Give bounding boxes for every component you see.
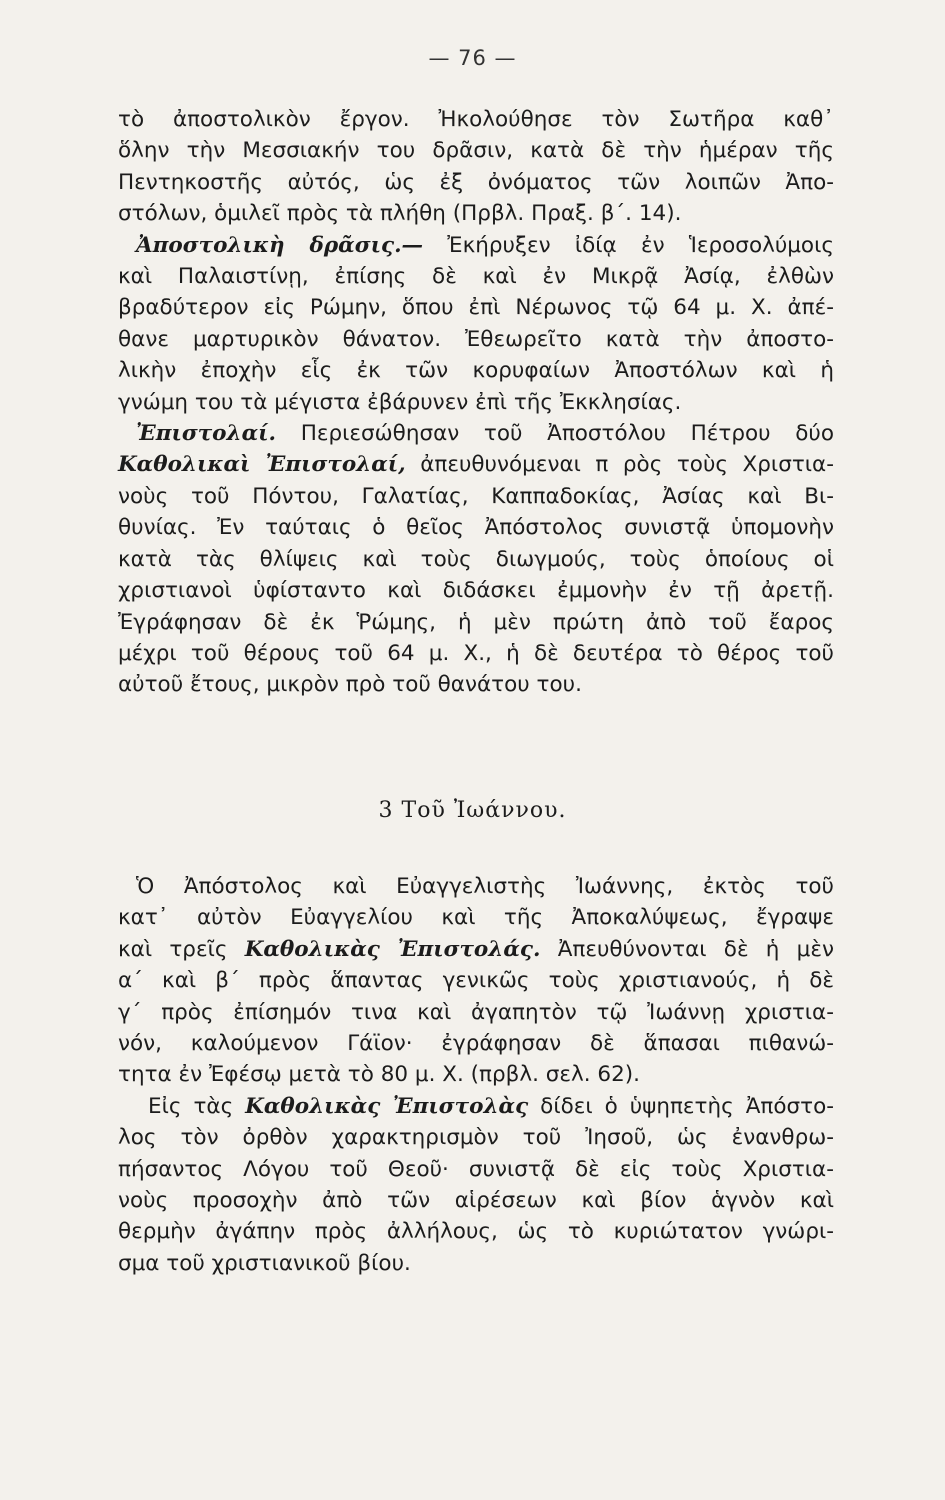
text-run: ἀπευθυνόμεναι π ρὸς τοὺς Χριστια- — [405, 452, 834, 478]
text-line: στόλων, ὁμιλεῖ πρὸς τὰ πλήθη (Πρβλ. Πραξ. β΄. 14). — [118, 201, 682, 227]
text-line: Πεντηκοστῆς αὐτός, ὡς ἐξ ὀνόματος τῶν λοιπῶν Ἀπο- — [118, 169, 834, 195]
text-line — [118, 1091, 834, 1122]
text-line: αὐτοῦ ἔτους, μικρὸν πρὸ τοῦ θανάτου του. — [118, 672, 582, 698]
subsection-heading-epistles: Ἐπιστολαί. — [136, 421, 277, 447]
text-line: α΄ καὶ β΄ πρὸς ἅπαντας γενικῶς τοὺς χριστιανούς, ἡ δὲ — [118, 968, 834, 994]
text-run: δίδει ὁ ὑψηπετὴς Ἀπόστο- — [528, 1093, 835, 1119]
text-line: κατὰ τὰς θλίψεις καὶ τοὺς διωγμούς, τοὺς ὁποίους οἱ — [118, 546, 834, 572]
text-line: γνώμη του τὰ μέγιστα ἐβάρυνεν ἐπὶ τῆς Ἐκκλησίας. — [118, 389, 682, 415]
text-line: καὶ Παλαιστίνῃ, ἐπίσης δὲ καὶ ἐν Μικρᾷ Ἀσίᾳ, ἐλθὼν — [118, 264, 834, 290]
bold-term: Καθολικὰς Ἐπιστολάς. — [244, 936, 541, 962]
text-run: Ἀπευθύνονται δὲ ἡ μὲν — [540, 936, 834, 962]
subsection-apostolic-activity-line — [118, 230, 834, 261]
subsection-epistles-line — [118, 418, 834, 449]
text-line: νοὺς τοῦ Πόντου, Γαλατίας, Καππαδοκίας, Ἀσίας καὶ Βι- — [118, 483, 834, 509]
text-line: τητα ἐν Ἐφέσῳ μετὰ τὸ 80 μ. Χ. (πρβλ. σελ. 62). — [118, 1062, 640, 1088]
text-line — [118, 934, 834, 965]
bold-term: Καθολικὰς Ἐπιστολὰς — [245, 1093, 529, 1119]
text-line: θυνίας. Ἐν ταύταις ὁ θεῖος Ἀπόστολος συνιστᾷ ὑπομονὴν — [118, 515, 834, 541]
section-heading-john: 3 Τοῦ Ἰωάννου. — [378, 798, 567, 823]
text-line: ὅλην τὴν Μεσσιακήν του δρᾶσιν, κατὰ δὲ τὴν ἡμέραν τῆς — [118, 138, 834, 164]
text-line: λος τὸν ὀρθὸν χαρακτηρισμὸν τοῦ Ἰησοῦ, ὡς ἐνανθρω- — [118, 1125, 834, 1151]
text-line: Ὁ Ἀπόστολος καὶ Εὐαγγελιστὴς Ἰωάννης, ἐκτὸς τοῦ — [136, 874, 834, 899]
bold-term: Καθολικαὶ Ἐπιστολαί, — [118, 452, 406, 478]
text-run: Περιεσώθησαν τοῦ Ἀποστόλου Πέτρου δύο — [276, 421, 834, 447]
text-line: νόν, καλούμενον Γάϊον· ἐγράφησαν δὲ ἅπασαι πιθανώ- — [118, 1031, 834, 1057]
subsection-heading-apostolic-activity: Ἀποστολικὴ δρᾶσις.— — [136, 232, 424, 258]
text-line: σμα τοῦ χριστιανικοῦ βίου. — [118, 1250, 411, 1276]
text-line: γ΄ πρὸς ἐπίσημόν τινα καὶ ἀγαπητὸν τῷ Ἰωάννῃ χριστια- — [118, 999, 834, 1025]
text-line: λικὴν ἐποχὴν εἷς ἐκ τῶν κορυφαίων Ἀποστόλων καὶ ἡ — [118, 358, 834, 384]
text-line: κατ᾽ αὐτὸν Εὐαγγελίου καὶ τῆς Ἀποκαλύψεως, ἔγραψε — [118, 905, 834, 931]
text-line — [118, 449, 834, 480]
text-line: Ἐγράφησαν δὲ ἐκ Ῥώμης, ἡ μὲν πρώτη ἀπὸ τοῦ ἔαρος — [118, 609, 834, 635]
text-body-upper — [118, 104, 834, 701]
page-number: — 76 — — [428, 46, 517, 70]
text-line: μέχρι τοῦ θέρους τοῦ 64 μ. Χ., ἡ δὲ δευτέρα τὸ θέρος τοῦ — [118, 640, 834, 666]
text-line: πήσαντος Λόγου τοῦ Θεοῦ· συνιστᾷ δὲ εἰς τοὺς Χριστια- — [118, 1156, 834, 1182]
text-run: Εἰς τὰς — [148, 1093, 246, 1119]
text-run: Ἐκήρυξεν ἰδίᾳ ἐν Ἱεροσολύμοις — [423, 232, 834, 258]
text-line: νοὺς προσοχὴν ἀπὸ τῶν αἱρέσεων καὶ βίον ἁγνὸν καὶ — [118, 1188, 834, 1214]
text-line: θερμὴν ἀγάπην πρὸς ἀλλήλους, ὡς τὸ κυριώτατον γνώρι- — [118, 1219, 834, 1245]
text-line: βραδύτερον εἰς Ρώμην, ὅπου ἐπὶ Νέρωνος τῷ 64 μ. Χ. ἀπέ- — [118, 295, 834, 321]
text-body-lower — [118, 871, 834, 1279]
text-line: τὸ ἀποστολικὸν ἔργον. Ἠκολούθησε τὸν Σωτῆρα καθ᾽ — [118, 107, 834, 132]
text-run: καὶ τρεῖς — [118, 936, 245, 962]
text-line: θανε μαρτυρικὸν θάνατον. Ἐθεωρεῖτο κατὰ τὴν ἀποστο- — [118, 326, 834, 352]
text-line: χριστιανοὶ ὑφίσταντο καὶ διδάσκει ἐμμονὴν ἐν τῇ ἀρετῇ. — [118, 578, 834, 604]
